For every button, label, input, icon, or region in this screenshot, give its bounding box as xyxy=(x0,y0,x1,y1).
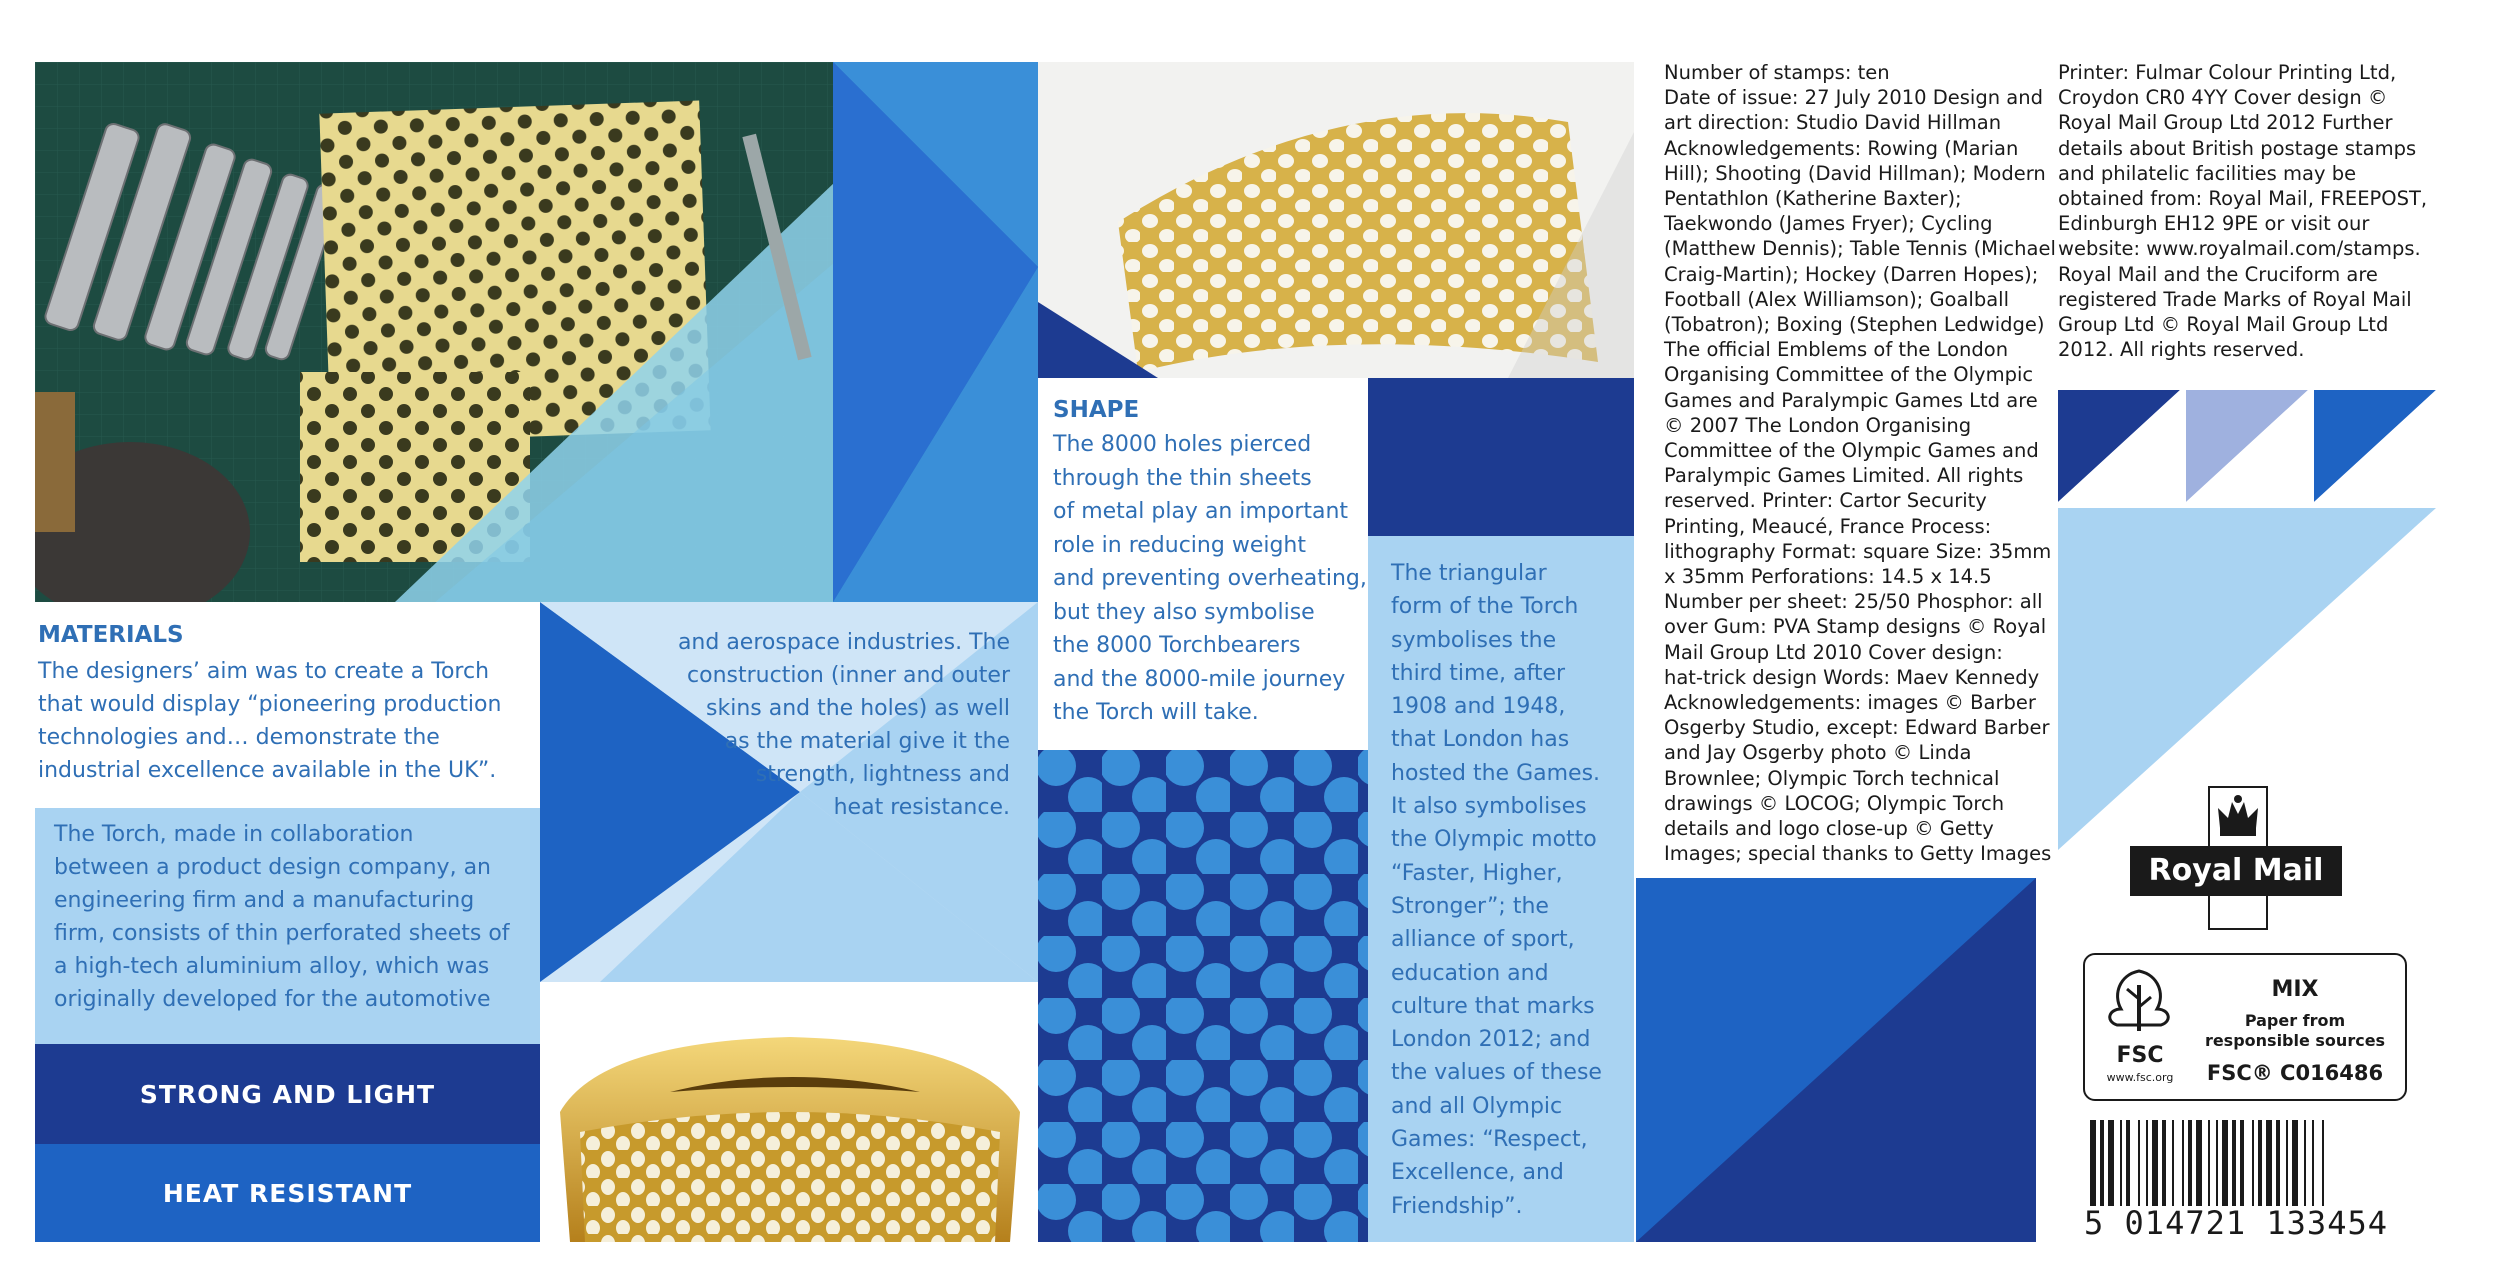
barcode-bar xyxy=(2232,1120,2236,1206)
strong-banner xyxy=(35,1044,540,1144)
text-line: Date of issue: 27 July 2010 Design and xyxy=(1664,86,2043,110)
fsc-mix: MIX xyxy=(2271,977,2319,1002)
barcode-bar xyxy=(2090,1120,2096,1206)
barcode-bar xyxy=(2188,1120,2192,1206)
text-line: Mail Group Ltd 2010 Cover design: xyxy=(1664,640,2003,664)
text-line: obtained from: Royal Mail, FREEPOST, xyxy=(2058,187,2428,211)
text-line: 2012. All rights reserved. xyxy=(2058,338,2305,362)
text-line: heat resistance. xyxy=(833,795,1010,820)
text-line: hat-trick design Words: Maev Kennedy xyxy=(1664,665,2040,689)
text-line: over Gum: PVA Stamp designs © Royal xyxy=(1664,615,2047,639)
text-line: London 2012; and xyxy=(1391,1027,1591,1053)
text-line: 1908 and 1948, xyxy=(1391,694,1566,720)
text-line: Edinburgh EH12 9PE or visit our xyxy=(2058,212,2370,236)
text-line: the 8000 Torchbearers xyxy=(1053,633,1301,658)
royal-mail-wordmark: Royal Mail xyxy=(2130,846,2342,896)
fsc-website: www.fsc.org xyxy=(2106,1071,2174,1084)
barcode-bar xyxy=(2108,1120,2114,1206)
text-line: Committee of the Olympic Games and xyxy=(1664,439,2039,463)
text-line: Football (Alex Williamson); Goalball xyxy=(1664,287,2010,311)
text-line: hosted the Games. xyxy=(1391,760,1601,786)
crown-icon xyxy=(2214,794,2262,840)
materials-heading: MATERIALS xyxy=(38,622,184,648)
text-line: industrial excellence available in the UK”. xyxy=(38,758,497,783)
text-line: through the thin sheets xyxy=(1053,465,1312,491)
barcode-bar xyxy=(2258,1120,2262,1206)
barcode-bar xyxy=(2312,1120,2314,1206)
text-line: details about British postage stamps xyxy=(2058,136,2417,160)
text-line: and the 8000-mile journey xyxy=(1053,666,1346,692)
text-line: that would display “pioneering production xyxy=(38,692,502,717)
text-line: The triangular xyxy=(1391,561,1547,586)
text-line: The designers’ aim was to create a Torch xyxy=(38,659,490,684)
text-line: between a product design company, an xyxy=(54,855,491,880)
text-line: form of the Torch xyxy=(1391,594,1579,620)
text-line: website: www.royalmail.com/stamps. xyxy=(2058,237,2421,261)
text-line: (Matthew Dennis); Table Tennis (Michael xyxy=(1664,237,2056,261)
text-line: Stronger”; the xyxy=(1391,893,1549,919)
text-line: and aerospace industries. The xyxy=(677,630,1010,655)
curved-sheet-photo xyxy=(1038,62,1634,378)
text-line: Acknowledgements: images © Barber xyxy=(1664,691,2036,715)
text-line: Printer: Fulmar Colour Printing Ltd, xyxy=(2058,61,2397,84)
barcode-number: 5 014721 133454 xyxy=(2084,1204,2388,1242)
text-line: drawings © LOCOG; Olympic Torch xyxy=(1664,791,2005,815)
triangular-text xyxy=(1391,557,1602,1223)
text-line: the Olympic motto xyxy=(1391,827,1597,853)
text-line: and all Olympic xyxy=(1391,1093,1563,1119)
barcode-bar xyxy=(2162,1120,2166,1206)
diagonal-square xyxy=(1636,878,2036,1242)
barcode-bar xyxy=(2222,1120,2228,1206)
text-line: Images; special thanks to Getty Images xyxy=(1664,842,2052,866)
text-line: that London has xyxy=(1391,727,1570,753)
text-line: alliance of sport, xyxy=(1391,927,1575,953)
text-line: but they also symbolise xyxy=(1053,599,1315,625)
text-line: the Torch will take. xyxy=(1053,700,1259,725)
details-text xyxy=(1664,60,2056,867)
text-line: Acknowledgements: Rowing (Marian xyxy=(1664,136,2019,160)
text-line: (Tobatron); Boxing (Stephen Ledwidge) xyxy=(1664,313,2045,337)
text-line: Number per sheet: 25/50 Phosphor: all xyxy=(1664,590,2043,614)
text-line: technologies and… demonstrate the xyxy=(38,725,440,750)
text-line: Games and Paralympic Games Ltd are xyxy=(1664,388,2038,412)
barcode-bar xyxy=(2240,1120,2244,1206)
barcode-bar xyxy=(2126,1120,2130,1206)
text-line: strength, lightness and xyxy=(755,762,1010,787)
barcode-bar xyxy=(2252,1120,2254,1206)
barcode-bar xyxy=(2138,1120,2140,1206)
torch-made-text xyxy=(54,818,510,1016)
text-line: The official Emblems of the London xyxy=(1664,338,2009,362)
text-line: firm, consists of thin perforated sheets of xyxy=(54,921,510,946)
royal-mail-logo xyxy=(2130,786,2342,932)
text-line: Excellence, and xyxy=(1391,1160,1564,1186)
text-line: Craig-Martin); Hockey (Darren Hopes); xyxy=(1664,262,2039,286)
text-line: reserved. Printer: Cartor Security xyxy=(1664,489,1987,513)
dot-pattern-panel xyxy=(1038,750,1368,1242)
barcode-bar xyxy=(2120,1120,2122,1206)
text-line: It also symbolises xyxy=(1391,794,1587,820)
text-line: Games: “Respect, xyxy=(1391,1127,1588,1153)
text-line: Croydon CR0 4YY Cover design © xyxy=(2058,86,2388,110)
text-line: skins and the holes) as well xyxy=(706,696,1010,721)
barcode-bar xyxy=(2152,1120,2158,1206)
text-line: culture that marks xyxy=(1391,993,1595,1019)
aerospace-text xyxy=(540,626,1010,824)
text-line: Printing, Meaucé, France Process: xyxy=(1664,514,1992,538)
text-line: engineering firm and a manufacturing xyxy=(54,888,475,913)
text-line: Brownlee; Olympic Torch technical xyxy=(1664,766,2000,790)
barcode-bar xyxy=(2322,1120,2324,1206)
text-line: Taekwondo (James Fryer); Cycling xyxy=(1664,212,1993,236)
shape-text xyxy=(1053,428,1367,730)
barcode-bar xyxy=(2266,1120,2272,1206)
workbench-photo xyxy=(35,62,835,602)
text-line: Royal Mail Group Ltd 2012 Further xyxy=(2058,111,2393,135)
fsc-tree-icon xyxy=(2099,965,2179,1035)
text-line: art direction: Studio David Hillman xyxy=(1664,111,2002,135)
text-line: third time, after xyxy=(1391,660,1566,686)
text-line: Paralympic Games Limited. All rights xyxy=(1664,464,2024,488)
barcode-bar xyxy=(2182,1120,2184,1206)
text-line: and philatelic facilities may be xyxy=(2058,161,2357,185)
text-line: The 8000 holes pierced xyxy=(1053,432,1312,457)
materials-text xyxy=(38,655,501,787)
text-line: as the material give it the xyxy=(724,729,1010,754)
text-line: © 2007 The London Organising xyxy=(1664,413,1972,437)
fsc-code: FSC® C016486 xyxy=(2206,1061,2384,1085)
shape-heading: SHAPE xyxy=(1053,397,1140,423)
barcode-icon xyxy=(2088,1120,2408,1206)
heat-label: HEAT RESISTANT xyxy=(162,1178,413,1208)
text-line: education and xyxy=(1391,960,1549,986)
barcode-bar xyxy=(2172,1120,2174,1206)
heat-banner xyxy=(35,1144,540,1242)
barcode-bar xyxy=(2196,1120,2202,1206)
text-line: lithography Format: square Size: 35mm xyxy=(1664,539,2052,563)
barcode-bar xyxy=(2304,1120,2306,1206)
triangle-cluster xyxy=(2058,390,2438,850)
text-line: and preventing overheating, xyxy=(1053,566,1367,591)
text-line: Group Ltd © Royal Mail Group Ltd xyxy=(2058,313,2389,337)
fsc-paper-line2: responsible sources xyxy=(2204,1031,2386,1050)
text-line: registered Trade Marks of Royal Mail xyxy=(2058,287,2412,311)
barcode-bar xyxy=(2276,1120,2280,1206)
text-line: and Jay Osgerby photo © Linda xyxy=(1664,741,1972,765)
text-line: symbolises the xyxy=(1391,627,1557,653)
text-line: the values of these xyxy=(1391,1060,1602,1086)
barcode-bar xyxy=(2216,1120,2218,1206)
text-line: Osgerby Studio, except: Edward Barber xyxy=(1664,716,2050,740)
barcode-bar xyxy=(2286,1120,2288,1206)
text-line: originally developed for the automotive xyxy=(54,987,491,1012)
fsc-box xyxy=(2083,953,2407,1101)
text-line: Pentathlon (Katherine Baxter); xyxy=(1664,187,1962,211)
text-line: Royal Mail and the Cruciform are xyxy=(2058,262,2378,286)
strong-label: STRONG AND LIGHT xyxy=(139,1079,436,1109)
torch-top-photo xyxy=(540,982,1038,1242)
text-line: “Faster, Higher, xyxy=(1391,860,1563,886)
text-line: of metal play an important xyxy=(1053,499,1349,524)
text-line: The Torch, made in collaboration xyxy=(54,822,414,847)
fsc-label: FSC xyxy=(2116,1043,2164,1068)
text-line: role in reducing weight xyxy=(1053,532,1306,558)
text-line: Friendship”. xyxy=(1391,1193,1523,1219)
barcode-bar xyxy=(2100,1120,2104,1206)
text-line: Number of stamps: ten xyxy=(1664,61,1890,84)
text-line: Hill); Shooting (David Hillman); Modern xyxy=(1664,161,2046,185)
triangle-strip-top xyxy=(833,62,1038,602)
text-line: a high-tech aluminium alloy, which was xyxy=(54,954,490,979)
barcode-bar xyxy=(2292,1120,2298,1206)
barcode-bar xyxy=(2146,1120,2148,1206)
text-line: details and logo close-up © Getty xyxy=(1664,817,1994,841)
printer-text xyxy=(2058,60,2427,362)
barcode-bar xyxy=(2208,1120,2210,1206)
text-line: x 35mm Perforations: 14.5 x 14.5 xyxy=(1664,565,1992,589)
text-line: Organising Committee of the Olympic xyxy=(1664,363,2034,387)
fsc-paper-line1: Paper from xyxy=(2244,1011,2346,1030)
text-line: construction (inner and outer xyxy=(687,663,1010,688)
navy-block xyxy=(1368,378,1634,536)
